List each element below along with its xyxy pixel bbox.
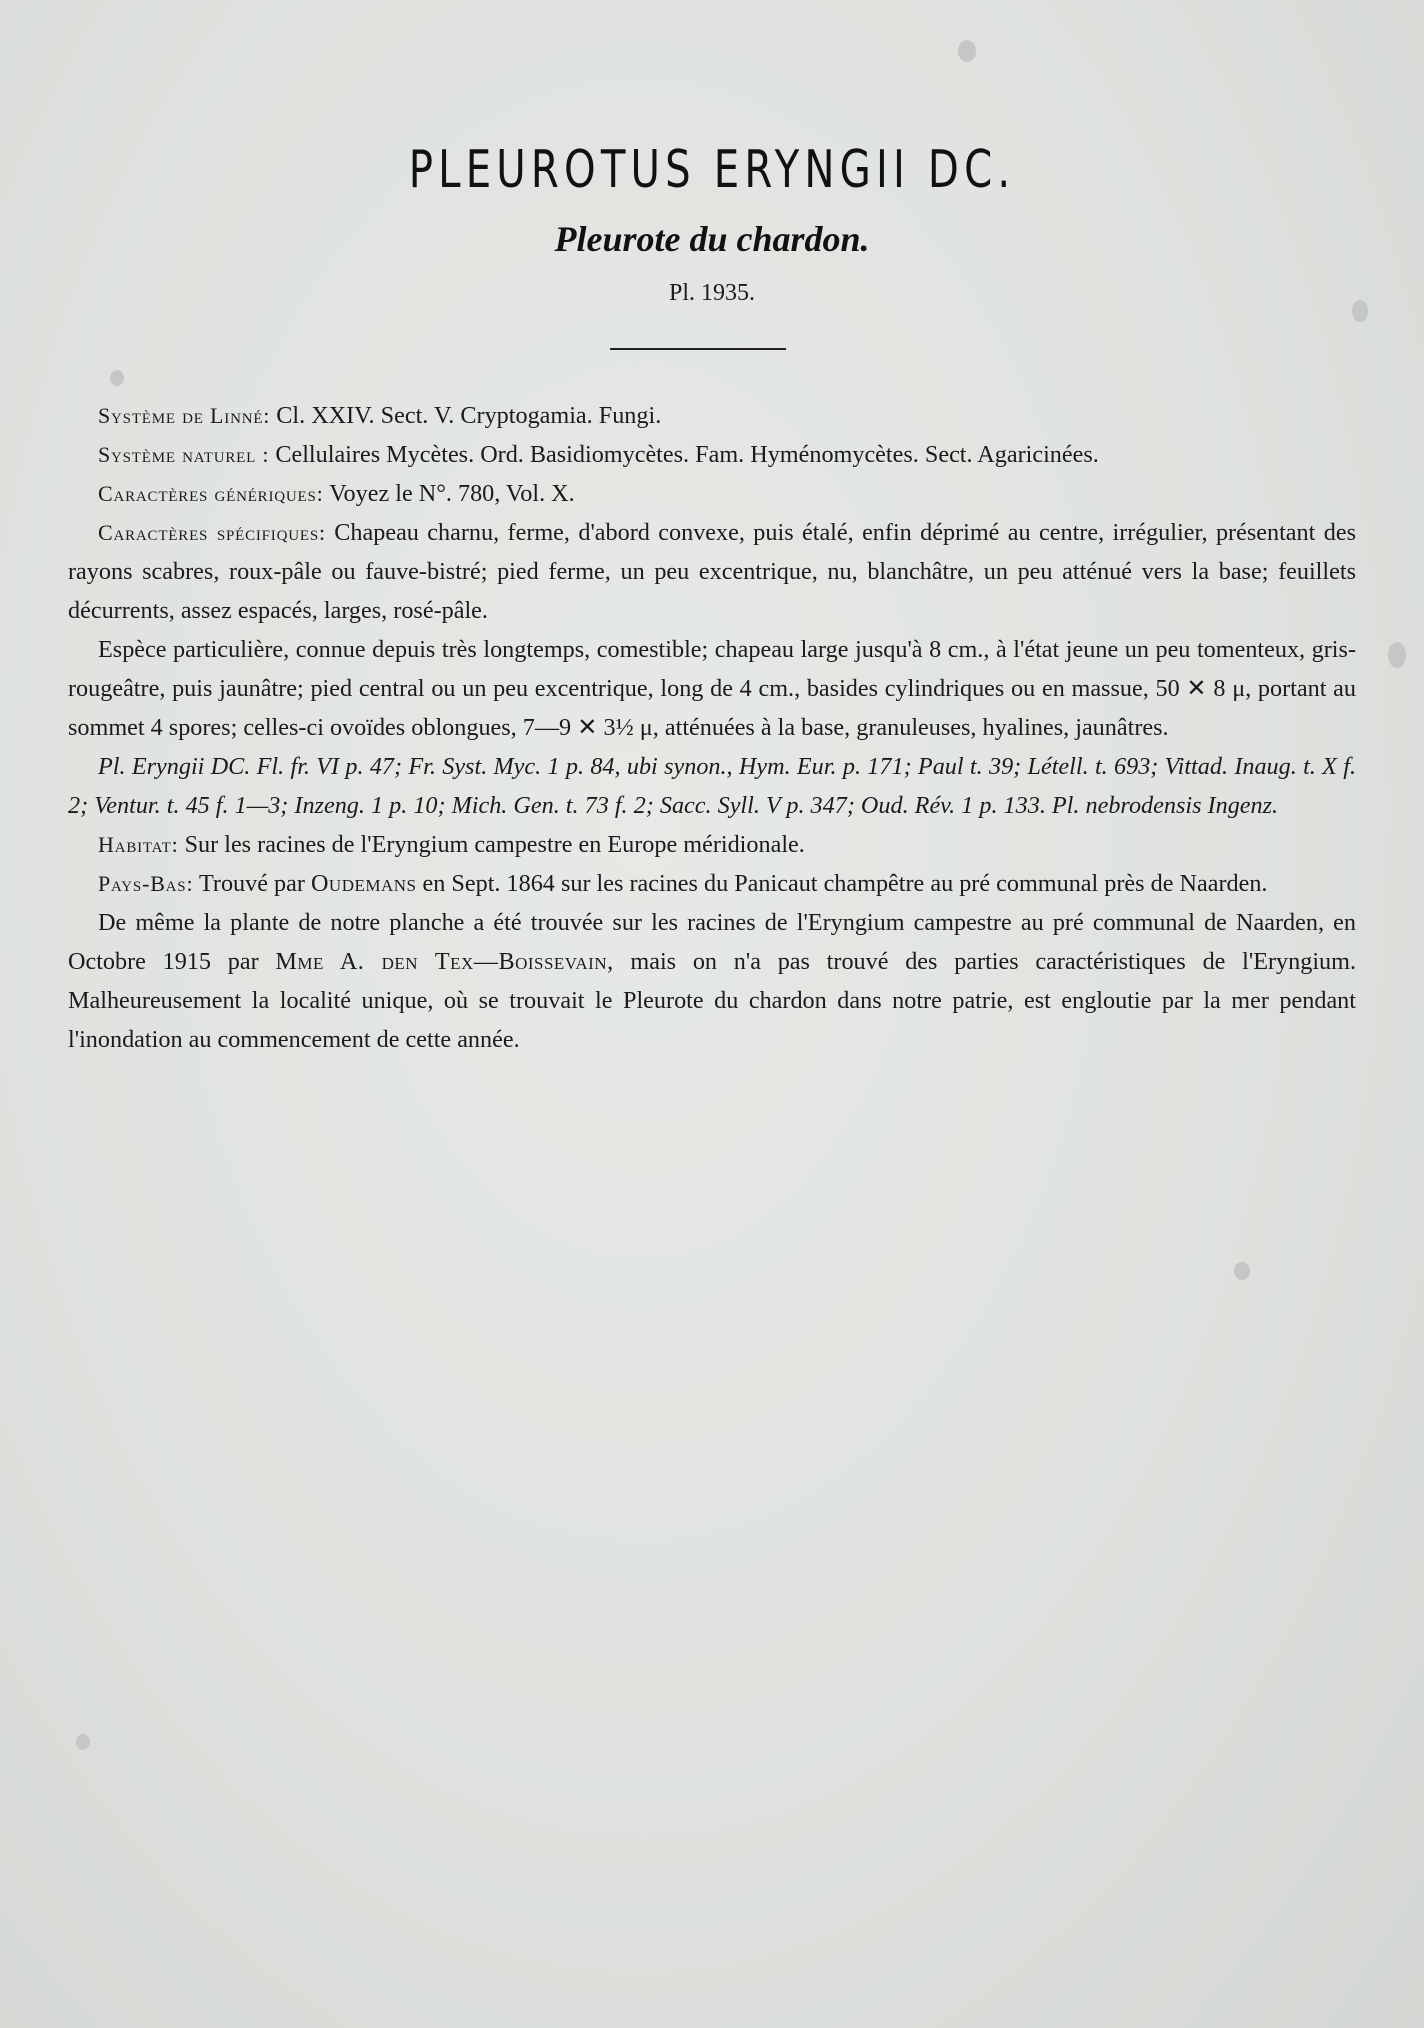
paysbas-paragraph — [68, 864, 1356, 903]
naturel-text: Cellulaires Mycètes. Ord. Basidiomycètes. Fam. Hyménomycètes. Sect. Agaricinées. — [275, 441, 1099, 468]
description-paragraph: Espèce particulière, connue depuis très longtemps, comestible; chapeau large jusqu'à 8 cm., à l'état jeune un peu tomenteux, gris-rougeâtre, puis jaunâtre; pied central ou un peu excentrique, long de 4 cm., basides cylindriques ou en massue, 50 ✕ 8 μ, portant au sommet 4 spores; celles-ci ovoïdes oblongues, 7—9 ✕ 3½ μ, atténuées à la base, granuleuses, hyalines, jaunâtres. — [68, 636, 1356, 741]
specifiques-text: Chapeau charnu, ferme, d'abord convexe, puis étalé, enfin déprimé au centre, irrégulier, présentant des rayons scabres, roux-pâle ou fauve-bistré; pied ferme, un peu excentrique, nu, blanchâtre, un peu atténué vers la base; feuillets décurrents, assez espacés, larges, rosé-pâle. — [68, 519, 1356, 624]
linne-paragraph — [68, 396, 1356, 435]
page-title: PLEUROTUS ERYNGII DC. — [408, 140, 1016, 200]
final-text-2: mais on n'a pas trouvé des parties caractéristiques de l'Eryngium. Malheureusement la localité unique, où se trouvait le Pleurote du chardon dans notre patrie, est engloutie par la mer pendant l'inondation au commencement de cette année. — [68, 948, 1356, 1053]
generiques-label: Caractères génériques: — [98, 481, 324, 506]
naturel-label: Système naturel : — [98, 442, 270, 467]
final-text-1: De même la plante de notre planche a été trouvée sur les racines de l'Eryngium campestre au pré communal de Naarden, en Octobre 1915 par — [68, 909, 1356, 975]
habitat-text: Sur les racines de l'Eryngium campestre en Europe méridionale. — [184, 831, 805, 858]
title-divider — [610, 348, 786, 350]
naturel-paragraph — [68, 435, 1356, 474]
final-name: Mme A. den Tex—Boissevain, — [275, 948, 614, 975]
specifiques-label: Caractères spécifiques: — [98, 520, 326, 545]
paper-speck — [110, 370, 124, 386]
generiques-paragraph — [68, 474, 1356, 513]
habitat-paragraph — [68, 825, 1356, 864]
document-body — [68, 396, 1356, 1059]
paper-speck — [1234, 1262, 1250, 1280]
habitat-label: Habitat: — [98, 832, 179, 857]
page-subtitle: Pleurote du chardon. — [554, 219, 870, 259]
paper-speck — [1388, 642, 1406, 668]
paysbas-text-1: Trouvé par — [198, 870, 305, 897]
paysbas-label: Pays-Bas: — [98, 871, 194, 896]
final-paragraph — [68, 903, 1356, 1059]
linne-text: Cl. XXIV. Sect. V. Cryptogamia. Fungi. — [276, 402, 662, 429]
paysbas-text-2: en Sept. 1864 sur les racines du Panicaut champêtre au pré communal près de Naarden. — [422, 870, 1268, 897]
linne-label: Système de Linné: — [98, 403, 271, 428]
generiques-text: Voyez le N°. 780, Vol. X. — [329, 480, 575, 507]
plate-number: Pl. 1935. — [668, 280, 755, 306]
paper-speck — [958, 40, 976, 62]
paper-speck — [76, 1734, 90, 1750]
paysbas-name: Oudemans — [310, 870, 417, 897]
specifiques-paragraph — [68, 513, 1356, 630]
references-paragraph: Pl. Eryngii DC. Fl. fr. VI p. 47; Fr. Syst. Myc. 1 p. 84, ubi synon., Hym. Eur. p. 171; Paul t. 39; Létell. t. 693; Vittad. Inaug. t. X f. 2; Ventur. t. 45 f. 1—3; Inzeng. 1 p. 10; Mich. Gen. t. 73 f. 2; Sacc. Syll. V p. 347; Oud. Rév. 1 p. 133. Pl. nebrodensis Ingenz. — [68, 753, 1356, 819]
